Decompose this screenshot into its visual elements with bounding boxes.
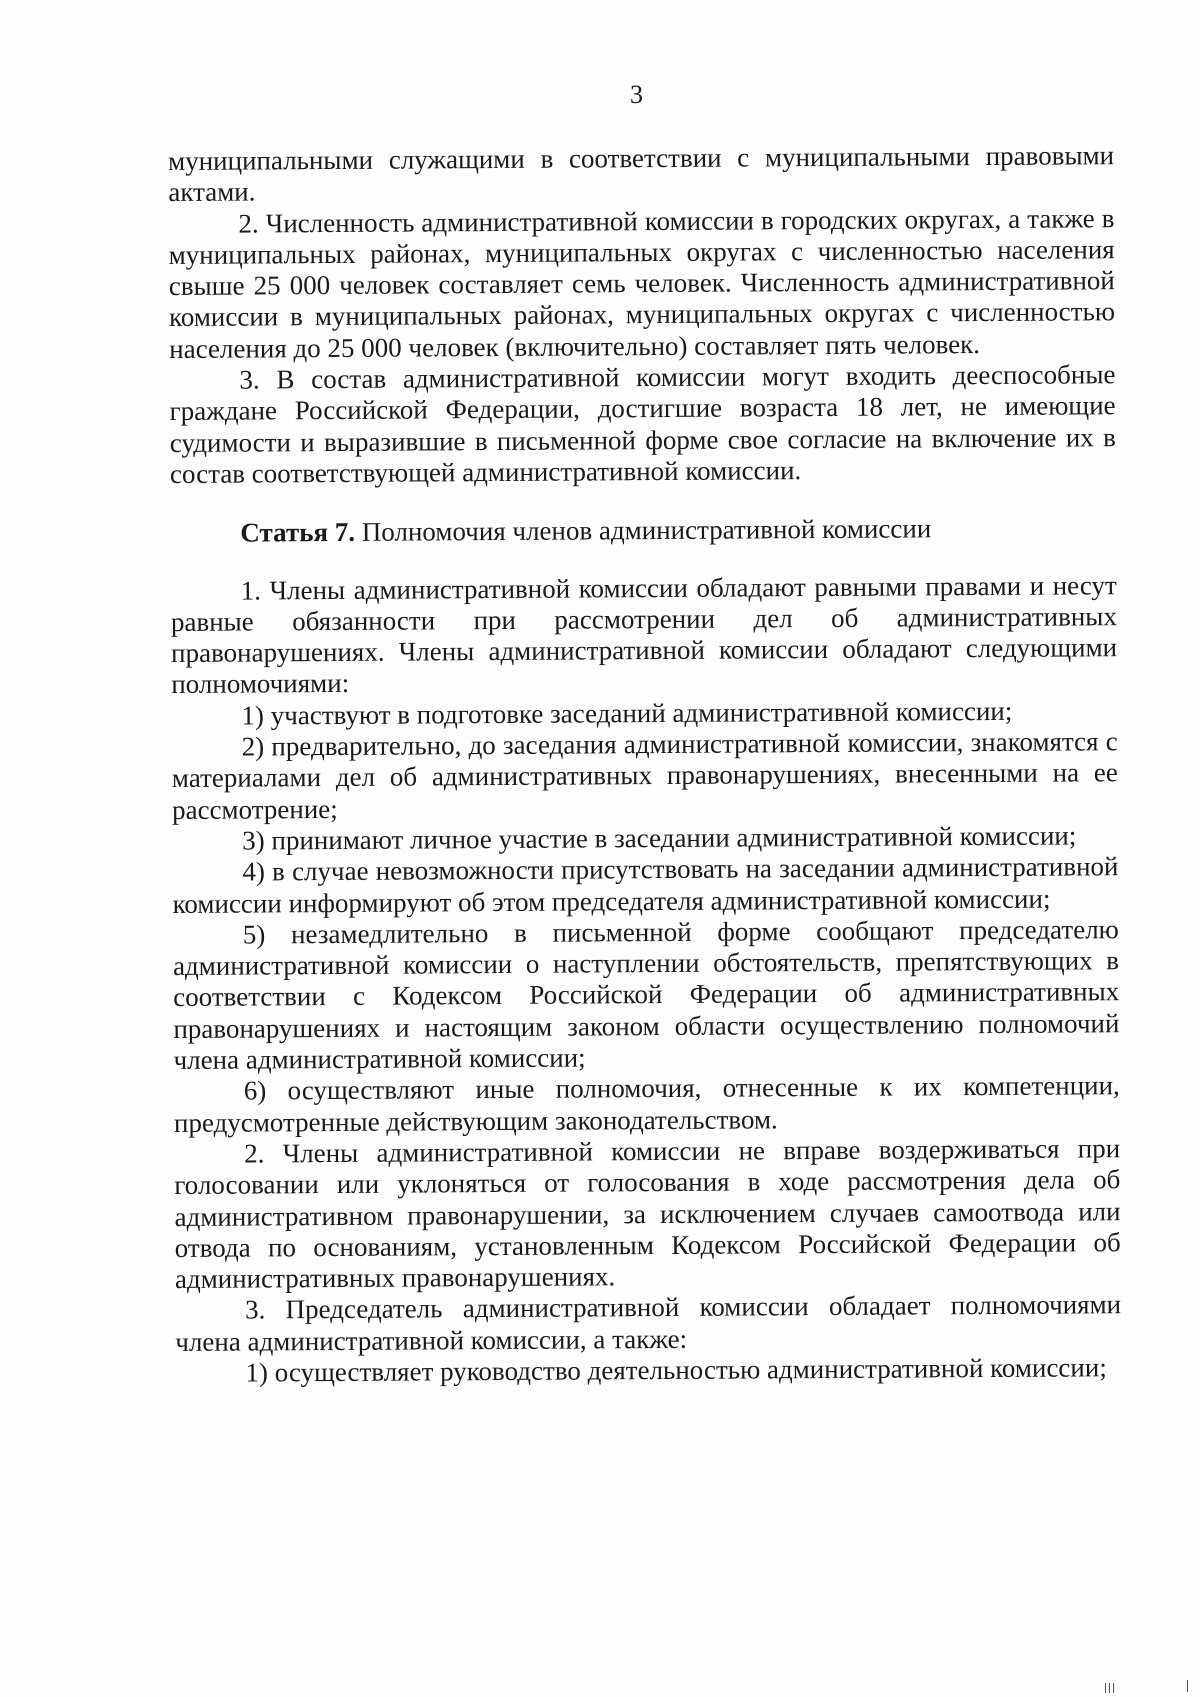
scan-artifact bbox=[1105, 1683, 1106, 1693]
list-item-1: 1) участвуют в подготовке заседаний административной комиссии; bbox=[241, 695, 1013, 731]
paragraph-3-commission-members: 3. В состав административной комиссии могут входить дееспособные граждане Российской Федерации, достигшие возраста 18 лет, не имеющие судимости и выразившие в письменной форме свое согласие на включение их в состав соответствующей административной комиссии. bbox=[169, 359, 1116, 489]
scan-artifact bbox=[1187, 1680, 1188, 1692]
list-item-4: 4) в случае невозможности присутствовать на заседании административной комиссии информируют об этом председателя административной комиссии; bbox=[172, 851, 1119, 919]
paragraph-article7-part2: 2. Члены административной комиссии не вправе воздерживаться при голосовании или уклоняться от голосования в ходе рассмотрения дела об административном правонарушении, за исключением случаев самоотвода или отвода по основаниям, установленным Кодексом Российской Федерации об административных правонарушениях. bbox=[174, 1133, 1121, 1295]
scan-artifact bbox=[1113, 1683, 1114, 1693]
article-7-heading bbox=[170, 512, 1116, 549]
article-title: Полномочия членов административной комиссии bbox=[361, 513, 932, 548]
article-label: Статья 7. bbox=[240, 517, 356, 548]
list-item-2: 2) предварительно, до заседания административной комиссии, знакомятся с материалами дел об административных правонарушениях, внесенными на ее рассмотрение; bbox=[171, 726, 1118, 825]
document-body bbox=[168, 140, 1122, 1389]
paragraph-continuation: муниципальными служащими в соответствии с муниципальными правовыми актами. bbox=[168, 140, 1115, 208]
paragraph-article7-part3: 3. Председатель административной комиссии обладает полномочиями члена административной комиссии, а также: bbox=[175, 1289, 1122, 1357]
list-item-6: 6) осуществляют иные полномочия, отнесенные к их компетенции, предусмотренные действующим законодательством. bbox=[173, 1070, 1120, 1138]
list-item-3: 3) принимают личное участие в заседании административной комиссии; bbox=[242, 820, 1077, 856]
paragraph-2-commission-size: 2. Численность административной комиссии в городских округах, а также в муниципальных районах, муниципальных округах с численностью населения свыше 25 000 человек составляет семь человек. Численность административной комиссии в муниципальных районах, муниципальных округах с численностью населения до 25 000 человек (включительно) составляет пять человек. bbox=[168, 202, 1116, 364]
list-item-5: 5) незамедлительно в письменной форме сообщают председателю административной комиссии о наступлении обстоятельств, препятствующих в соответствии с Кодексом Российской Федерации об административных правонарушениях и настоящим законом области осуществлению полномочий члена административной комиссии; bbox=[172, 914, 1120, 1075]
paragraph-article7-part1: 1. Члены административной комиссии обладают равными правами и несут равные обязанности при рассмотрении дел об административных правонарушениях. Члены административной комиссии обладают следующими полномочиями: bbox=[170, 569, 1118, 700]
chairman-item-1: 1) осуществляет руководство деятельностью административной комиссии; bbox=[245, 1352, 1107, 1388]
scan-artifact bbox=[1109, 1683, 1110, 1693]
page-number: 3 bbox=[630, 80, 643, 109]
